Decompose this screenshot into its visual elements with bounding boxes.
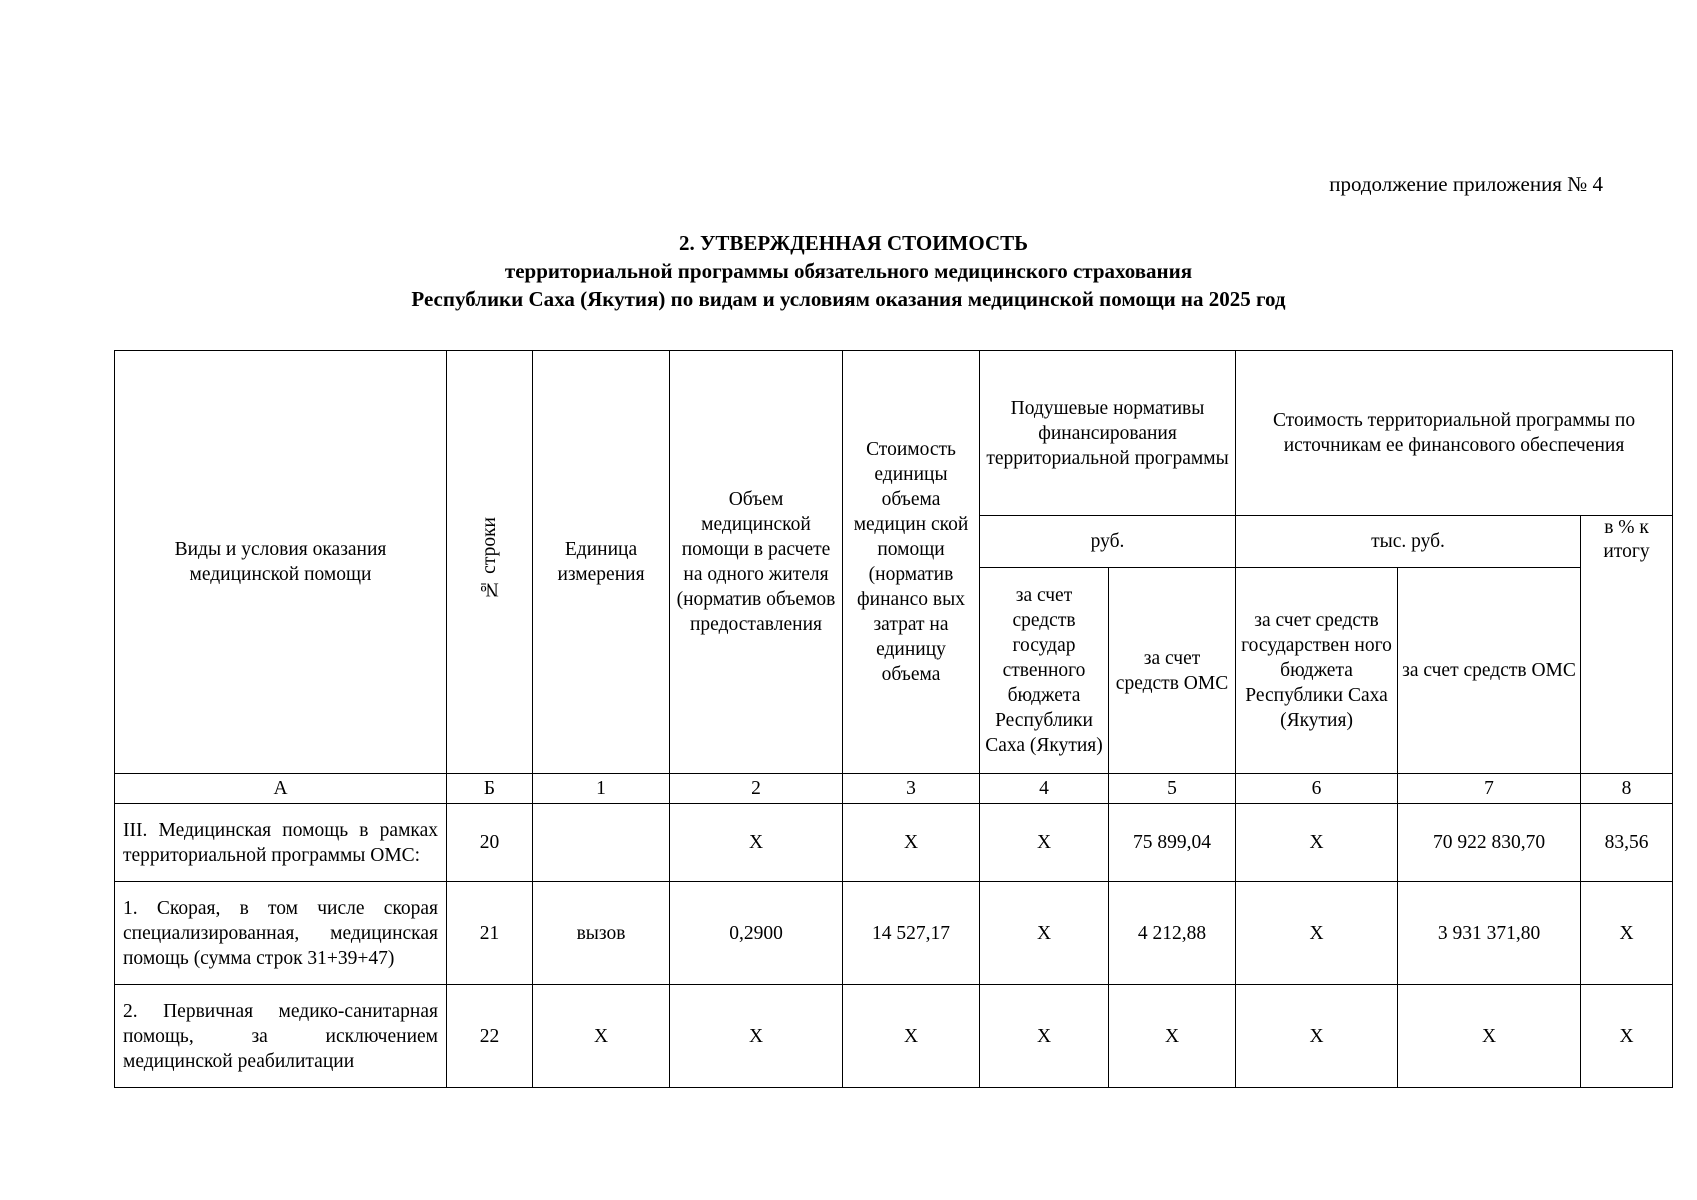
row-number: 21: [447, 882, 533, 985]
row-name: III. Медицинская помощь в рамках территориальной программы ОМС:: [115, 804, 447, 882]
continuation-note: продолжение приложения № 4: [1329, 172, 1603, 196]
column-index-cell: 4: [980, 774, 1109, 804]
header-oms-rub: за счет средств ОМС: [1109, 568, 1236, 774]
row-name: 2. Первичная медико-санитарная помощь, за исключением медицинской реабилитации: [115, 985, 447, 1088]
row-oms-thous: 3 931 371,80: [1398, 882, 1581, 985]
document-title: [0, 229, 1697, 313]
row-volume: Х: [670, 985, 843, 1088]
row-number: 20: [447, 804, 533, 882]
table-row: [115, 985, 1673, 1088]
header-per-capita: Подушевые нормативы финансирования территориальной программы: [980, 351, 1236, 516]
row-percent: 83,56: [1581, 804, 1673, 882]
row-unit-cost: Х: [843, 985, 980, 1088]
row-unit-cost: 14 527,17: [843, 882, 980, 985]
header-row-no: № строки: [447, 351, 533, 774]
header-unit-cost: Стоимость единицы объема медицин ской помощи (норматив финансо вых затрат на единицу объема: [843, 351, 980, 774]
table-row: [115, 804, 1673, 882]
cost-table: [114, 350, 1673, 1088]
header-rub: руб.: [980, 516, 1236, 568]
row-volume: 0,2900: [670, 882, 843, 985]
column-index-cell: 2: [670, 774, 843, 804]
row-unit: Х: [533, 985, 670, 1088]
row-name: 1. Скорая, в том числе скорая специализированная, медицинская помощь (сумма строк 31+39+47): [115, 882, 447, 985]
header-program-cost: Стоимость территориальной программы по источникам ее финансового обеспечения: [1236, 351, 1673, 516]
row-number: 22: [447, 985, 533, 1088]
row-percent: Х: [1581, 985, 1673, 1088]
row-oms-rub: Х: [1109, 985, 1236, 1088]
row-budget-rub: Х: [980, 882, 1109, 985]
row-budget-thous: Х: [1236, 882, 1398, 985]
title-line-1: 2. УТВЕРЖДЕННАЯ СТОИМОСТЬ: [678, 231, 1029, 255]
row-percent: Х: [1581, 882, 1673, 985]
header-percent: в % к итогу: [1581, 516, 1673, 774]
column-index-cell: 3: [843, 774, 980, 804]
row-oms-rub: 75 899,04: [1109, 804, 1236, 882]
column-index-cell: 1: [533, 774, 670, 804]
header-unit: Единица измерения: [533, 351, 670, 774]
column-index-cell: 6: [1236, 774, 1398, 804]
header-kinds: Виды и условия оказания медицинской помощи: [115, 351, 447, 774]
column-index-cell: 8: [1581, 774, 1673, 804]
table-row: [115, 882, 1673, 985]
row-oms-thous: Х: [1398, 985, 1581, 1088]
header-oms-thous: за счет средств ОМС: [1398, 568, 1581, 774]
header-budget-thous: за счет средств государствен ного бюджета Республики Саха (Якутия): [1236, 568, 1398, 774]
header-thous-rub: тыс. руб.: [1236, 516, 1581, 568]
header-volume: Объем медицинской помощи в расчете на одного жителя (норматив объемов предоставления: [670, 351, 843, 774]
title-line-2: территориальной программы обязательного медицинского страхования: [504, 259, 1193, 283]
row-volume: Х: [670, 804, 843, 882]
row-unit-cost: Х: [843, 804, 980, 882]
column-index-cell: Б: [447, 774, 533, 804]
row-budget-rub: Х: [980, 804, 1109, 882]
column-index-cell: 7: [1398, 774, 1581, 804]
header-budget-rub: за счет средств государ ственного бюджета Республики Саха (Якутия): [980, 568, 1109, 774]
row-unit: вызов: [533, 882, 670, 985]
row-budget-thous: Х: [1236, 985, 1398, 1088]
column-index-cell: А: [115, 774, 447, 804]
row-oms-rub: 4 212,88: [1109, 882, 1236, 985]
column-index-cell: 5: [1109, 774, 1236, 804]
row-unit: [533, 804, 670, 882]
row-budget-thous: Х: [1236, 804, 1398, 882]
row-oms-thous: 70 922 830,70: [1398, 804, 1581, 882]
title-line-3: Республики Саха (Якутия) по видам и условиям оказания медицинской помощи на 2025 год: [411, 287, 1286, 311]
row-budget-rub: Х: [980, 985, 1109, 1088]
column-index-row: [115, 774, 1673, 804]
